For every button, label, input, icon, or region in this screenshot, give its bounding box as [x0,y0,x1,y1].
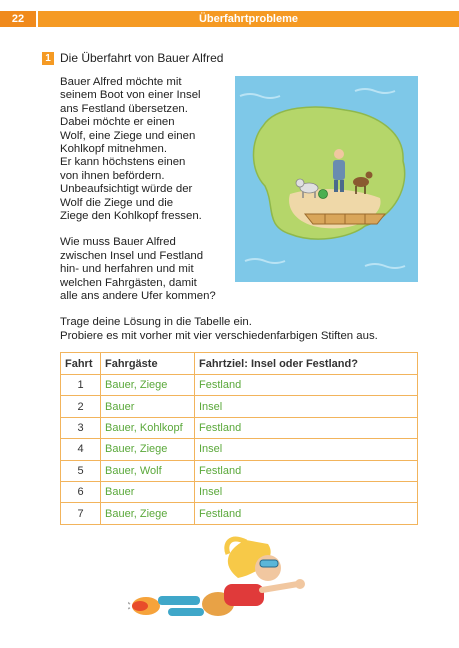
story-line: Wolf die Ziege und die [60,196,174,209]
cell-trip-number: 7 [61,503,101,524]
boat-figure [305,214,385,224]
task-number-badge: 1 [42,52,54,65]
story-line: welchen Fahrgästen, damit [60,276,197,289]
cell-passengers[interactable]: Bauer, Ziege [101,375,195,396]
cell-destination[interactable]: Festland [195,503,418,524]
cell-destination[interactable]: Festland [195,460,418,481]
cell-trip-number: 3 [61,417,101,438]
story-line: Er kann höchstens einen [60,156,186,169]
story-line: Wolf, eine Ziege und einen [60,129,196,142]
girl-arm [262,584,298,590]
cell-passengers[interactable]: Bauer, Kohlkopf [101,417,195,438]
cell-destination[interactable]: Insel [195,481,418,502]
story-line: Kohlkopf mitnehmen. [60,143,168,156]
girl-legs [158,596,204,616]
cell-trip-number: 6 [61,481,101,502]
cell-destination[interactable]: Festland [195,417,418,438]
story-line: Bauer Alfred möchte mit [60,76,182,88]
header-fahrtziel: Fahrtziel: Insel oder Festland? [195,353,418,375]
island-illustration [235,76,418,282]
girl-body [224,584,264,606]
cell-passengers[interactable]: Bauer [101,481,195,502]
table-row [61,417,418,438]
girl-head [255,555,281,581]
table-row [61,460,418,481]
header-fahrt: Fahrt [61,353,101,375]
page-header [0,11,459,27]
girl-goggles [260,560,278,567]
page-number: 22 [0,11,36,27]
instruction-line: Trage deine Lösung in die Tabelle ein. [60,316,252,328]
cell-destination[interactable]: Festland [195,375,418,396]
story-line: alle ans andere Ufer kommen? [60,290,216,303]
cell-destination[interactable]: Insel [195,396,418,417]
table-row [61,503,418,524]
cell-destination[interactable]: Insel [195,439,418,460]
flying-girl-illustration [128,534,328,638]
table-row [61,396,418,417]
instruction-line: Probiere es mit vorher mit vier verschiedenfarbigen Stiften aus. [60,329,378,342]
cell-passengers[interactable]: Bauer, Ziege [101,503,195,524]
story-line: ans Festland übersetzen. [60,102,188,115]
cabbage-figure [319,190,328,199]
story-line: seinem Boot von einer Insel [60,89,201,102]
story-line: Unbeaufsichtigt würde der [60,183,193,196]
story-line: Dabei möchte er einen [60,116,175,129]
story-paragraph-1 [60,76,238,223]
instruction-text [60,316,420,343]
table-row [61,481,418,502]
story-line: zwischen Insel und Festland [60,249,204,262]
chapter-title: Überfahrtprobleme [38,11,459,27]
cell-trip-number: 4 [61,439,101,460]
cell-passengers[interactable]: Bauer [101,396,195,417]
cell-passengers[interactable]: Bauer, Wolf [101,460,195,481]
story-line: Wie muss Bauer Alfred [60,236,176,249]
table-header-row [61,353,418,375]
cell-trip-number: 5 [61,460,101,481]
story-paragraph-2 [60,236,238,303]
story-text [60,76,238,317]
cell-trip-number: 2 [61,396,101,417]
cell-trip-number: 1 [61,375,101,396]
flame-trail [128,597,160,615]
story-line: hin- und herfahren und mit [60,263,194,276]
header-fahrgaeste: Fahrgäste [101,353,195,375]
girl-fist [295,579,305,589]
table-row [61,439,418,460]
table-row [61,375,418,396]
solution-table [60,352,418,525]
story-line: Ziege den Kohlkopf fressen. [60,210,202,223]
story-line: von ihnen befördern. [60,169,165,182]
task-title: Die Überfahrt von Bauer Alfred [60,51,224,65]
cell-passengers[interactable]: Bauer, Ziege [101,439,195,460]
